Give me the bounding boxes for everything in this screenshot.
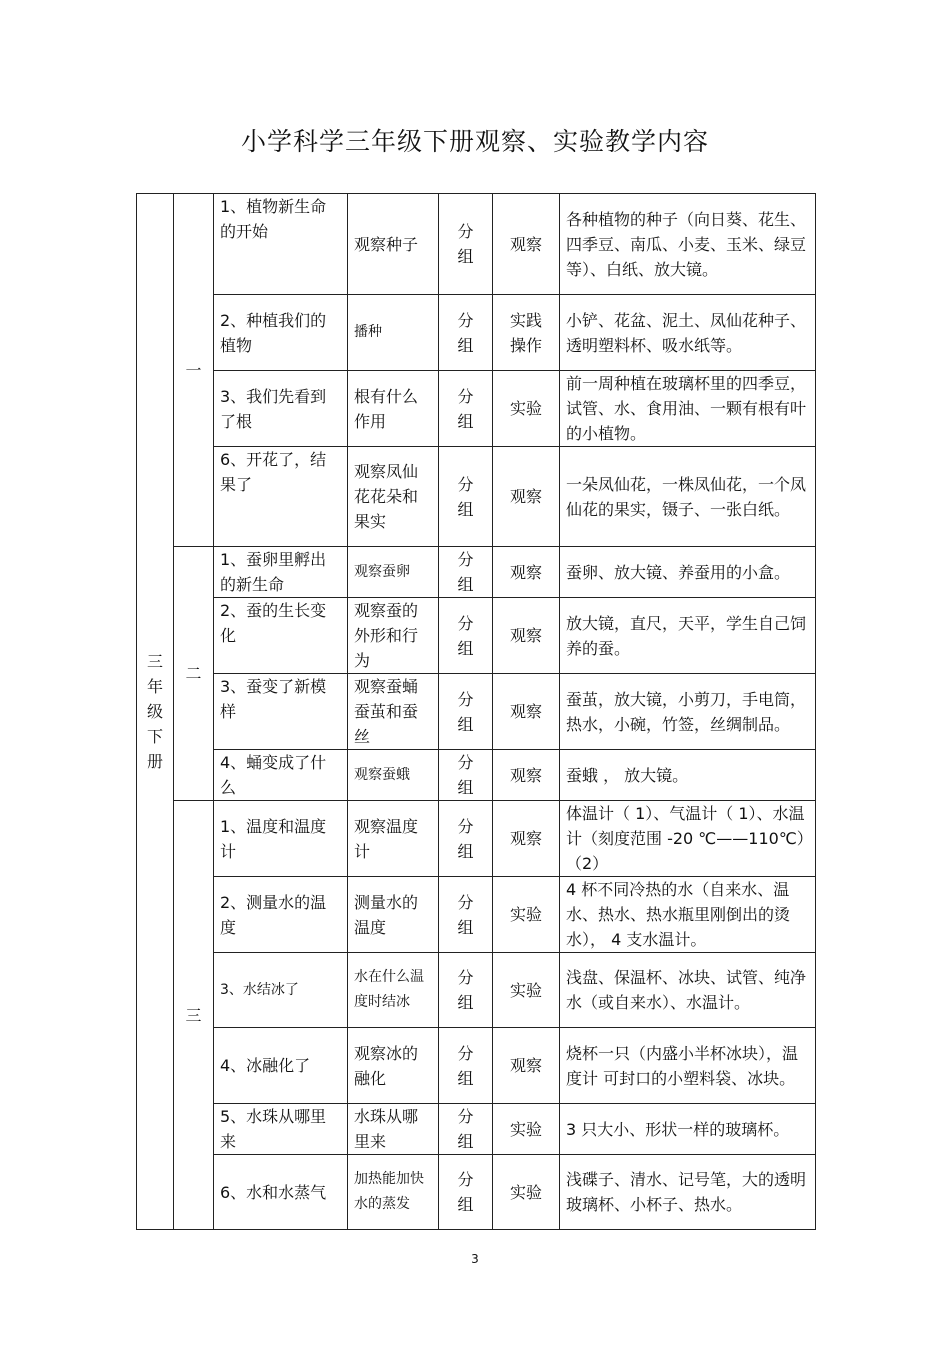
lesson-cell: 1、植物新生命的开始 xyxy=(214,194,348,295)
materials-cell: 体温计（ 1）、气温计（ 1）、水温计（刻度范围 -20 ℃——110℃）（2） xyxy=(560,801,816,877)
group-cell: 分组 xyxy=(439,547,493,598)
table-row xyxy=(137,295,816,371)
group-cell: 分组 xyxy=(439,447,493,547)
group-cell: 分组 xyxy=(439,801,493,877)
content-cell: 观察凤仙花花朵和果实 xyxy=(348,447,439,547)
lesson-cell: 1、蚕卵里孵出的新生命 xyxy=(214,547,348,598)
group-cell: 分组 xyxy=(439,674,493,750)
type-cell: 实验 xyxy=(493,1104,560,1155)
group-cell: 分组 xyxy=(439,1028,493,1104)
content-cell: 观察温度计 xyxy=(348,801,439,877)
materials-cell: 烧杯一只（内盛小半杯冰块），温度计 可封口的小塑料袋、冰块。 xyxy=(560,1028,816,1104)
materials-cell: 一朵凤仙花，一株凤仙花，一个凤仙花的果实，镊子、一张白纸。 xyxy=(560,447,816,547)
content-cell: 观察蚕蛹蚕茧和蚕丝 xyxy=(348,674,439,750)
teaching-content-table xyxy=(136,193,816,1230)
content-cell: 测量水的温度 xyxy=(348,877,439,953)
lesson-cell: 3、我们先看到了根 xyxy=(214,371,348,447)
type-cell: 观察 xyxy=(493,750,560,801)
materials-cell: 前一周种植在玻璃杯里的四季豆，试管、水、食用油、一颗有根有叶的小植物。 xyxy=(560,371,816,447)
content-cell: 观察蚕卵 xyxy=(348,547,439,598)
unit-label: 二 xyxy=(174,547,214,801)
group-cell: 分组 xyxy=(439,953,493,1028)
table-row xyxy=(137,674,816,750)
grade-cell: 三年级下册 xyxy=(137,194,174,1230)
content-cell: 加热能加快水的蒸发 xyxy=(348,1155,439,1230)
content-cell: 观察蚕蛾 xyxy=(348,750,439,801)
group-cell: 分组 xyxy=(439,750,493,801)
group-cell: 分组 xyxy=(439,295,493,371)
lesson-cell: 3、蚕变了新模样 xyxy=(214,674,348,750)
table-row xyxy=(137,194,816,295)
table-row xyxy=(137,598,816,674)
lesson-cell: 2、测量水的温度 xyxy=(214,877,348,953)
group-cell: 分组 xyxy=(439,877,493,953)
type-cell: 观察 xyxy=(493,801,560,877)
lesson-cell: 3、水结冰了 xyxy=(214,953,348,1028)
type-cell: 观察 xyxy=(493,1028,560,1104)
type-cell: 实践操作 xyxy=(493,295,560,371)
table-row xyxy=(137,953,816,1028)
lesson-cell: 1、温度和温度计 xyxy=(214,801,348,877)
type-cell: 观察 xyxy=(493,598,560,674)
group-cell: 分组 xyxy=(439,1155,493,1230)
content-cell: 根有什么作用 xyxy=(348,371,439,447)
page-title: 小学科学三年级下册观察、实验教学内容 xyxy=(240,127,709,156)
content-cell: 观察种子 xyxy=(348,194,439,295)
table-row xyxy=(137,447,816,547)
content-cell: 观察蚕的外形和行为 xyxy=(348,598,439,674)
materials-cell: 小铲、花盆、泥土、凤仙花种子、透明塑料杯、吸水纸等。 xyxy=(560,295,816,371)
materials-cell: 蚕茧，放大镜，小剪刀，手电筒， 热水，小碗，竹签，丝绸制品。 xyxy=(560,674,816,750)
materials-cell: 放大镜，直尺，天平，学生自己饲养的蚕。 xyxy=(560,598,816,674)
table-row xyxy=(137,801,816,877)
type-cell: 观察 xyxy=(493,194,560,295)
table-row xyxy=(137,750,816,801)
materials-cell: 3 只大小、形状一样的玻璃杯。 xyxy=(560,1104,816,1155)
type-cell: 实验 xyxy=(493,877,560,953)
unit-label: 三 xyxy=(174,801,214,1230)
table-row xyxy=(137,371,816,447)
group-cell: 分组 xyxy=(439,598,493,674)
content-cell: 水珠从哪里来 xyxy=(348,1104,439,1155)
lesson-cell: 4、冰融化了 xyxy=(214,1028,348,1104)
table-row xyxy=(137,1155,816,1230)
content-cell: 水在什么温度时结冰 xyxy=(348,953,439,1028)
type-cell: 实验 xyxy=(493,1155,560,1230)
table-row xyxy=(137,1028,816,1104)
type-cell: 实验 xyxy=(493,953,560,1028)
group-cell: 分组 xyxy=(439,371,493,447)
materials-cell: 浅盘、保温杯、冰块、试管、纯净水（或自来水）、水温计。 xyxy=(560,953,816,1028)
type-cell: 观察 xyxy=(493,674,560,750)
table-row xyxy=(137,877,816,953)
content-cell: 播种 xyxy=(348,295,439,371)
materials-cell: 各种植物的种子（向日葵、花生、四季豆、南瓜、小麦、玉米、绿豆等）、白纸、放大镜。 xyxy=(560,194,816,295)
type-cell: 实验 xyxy=(493,371,560,447)
unit-label: 一 xyxy=(174,194,214,547)
content-cell: 观察冰的融化 xyxy=(348,1028,439,1104)
lesson-cell: 6、开花了，结果了 xyxy=(214,447,348,547)
type-cell: 观察 xyxy=(493,547,560,598)
materials-cell: 蚕蛾 ， 放大镜。 xyxy=(560,750,816,801)
table-row xyxy=(137,547,816,598)
lesson-cell: 4、蛹变成了什么 xyxy=(214,750,348,801)
lesson-cell: 2、蚕的生长变化 xyxy=(214,598,348,674)
page-number: 3 xyxy=(471,1252,479,1266)
type-cell: 观察 xyxy=(493,447,560,547)
table-row xyxy=(137,1104,816,1155)
group-cell: 分组 xyxy=(439,194,493,295)
lesson-cell: 6、水和水蒸气 xyxy=(214,1155,348,1230)
materials-cell: 蚕卵、放大镜、养蚕用的小盒。 xyxy=(560,547,816,598)
materials-cell: 4 杯不同冷热的水（自来水、温水、热水、热水瓶里刚倒出的烫水）， 4 支水温计。 xyxy=(560,877,816,953)
lesson-cell: 5、水珠从哪里来 xyxy=(214,1104,348,1155)
lesson-cell: 2、种植我们的植物 xyxy=(214,295,348,371)
materials-cell: 浅碟子、清水、记号笔，大的透明玻璃杯、小杯子、热水。 xyxy=(560,1155,816,1230)
group-cell: 分组 xyxy=(439,1104,493,1155)
